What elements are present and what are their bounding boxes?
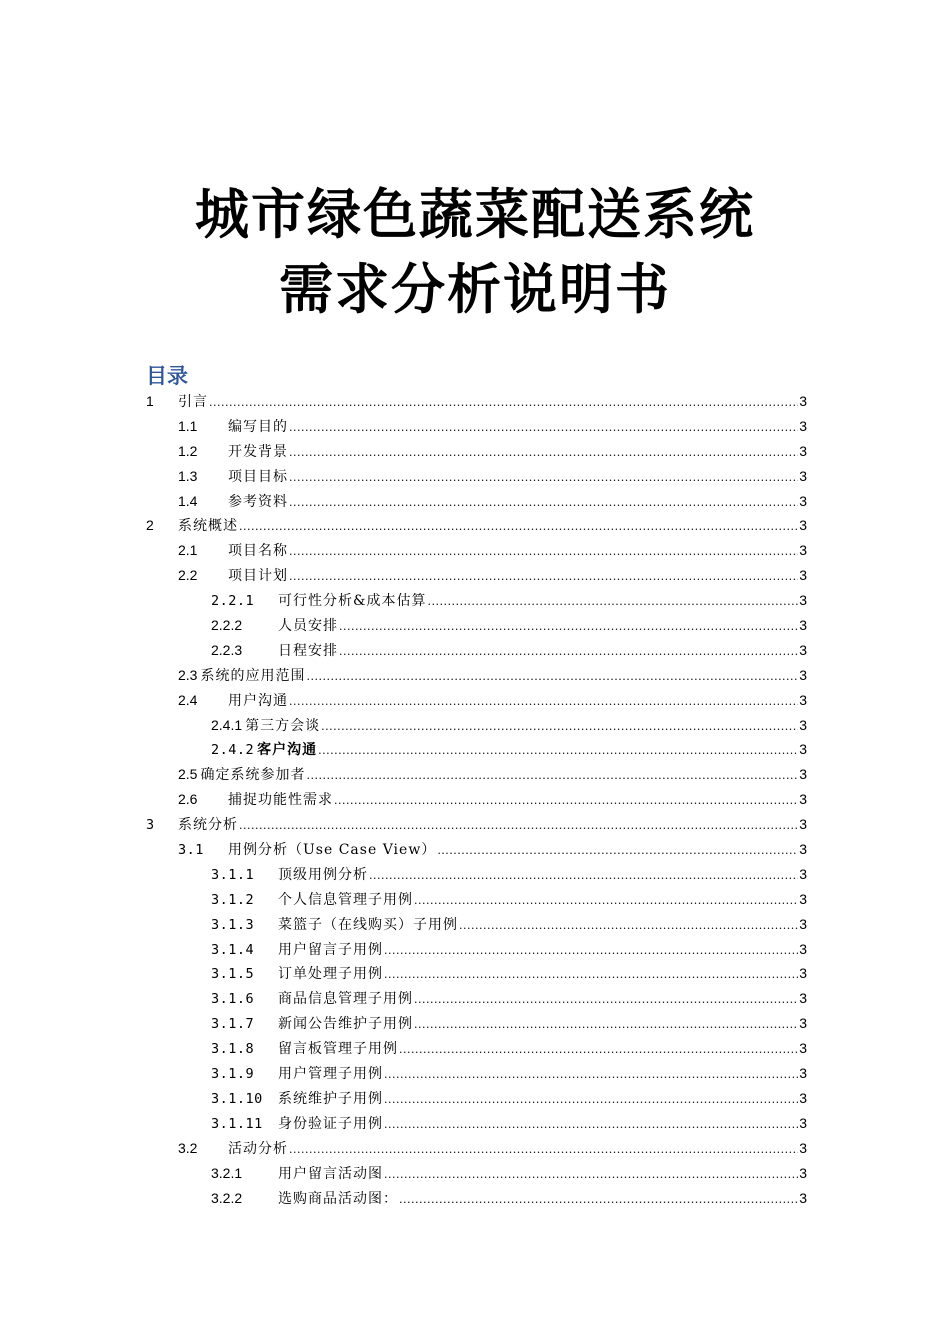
- toc-entry-page-number: 3: [799, 393, 807, 409]
- toc-dot-leader: [289, 466, 798, 491]
- toc-entry-number: 3.1: [178, 842, 204, 859]
- toc-entry[interactable]: [146, 787, 807, 812]
- toc-dot-leader: [384, 1063, 798, 1088]
- toc-entry-page-number: 3: [799, 1164, 807, 1181]
- toc-entry-page-number: 3: [799, 691, 807, 708]
- toc-entry-number: 3.1.11: [211, 1115, 263, 1132]
- toc-entry-title: 可行性分析&成本估算: [278, 593, 427, 610]
- toc-dot-leader: [369, 864, 798, 889]
- toc-entry-title: 捕捉功能性需求: [228, 792, 333, 809]
- toc-entry-number: 3.1.3: [211, 916, 255, 933]
- toc-entry-title: 商品信息管理子用例: [278, 991, 413, 1008]
- toc-entry-page-number: 3: [799, 716, 807, 733]
- toc-entry-page-number: 3: [799, 890, 807, 907]
- toc-entry-page-number: 3: [799, 442, 807, 459]
- toc-entry-page-number: 3: [799, 517, 807, 534]
- toc-entry-number: 1.1: [178, 417, 198, 434]
- toc-entry-title: 第三方会谈: [245, 717, 321, 734]
- toc-entry-title: 选购商品活动图：: [278, 1190, 398, 1207]
- toc-entry-page-number: 3: [799, 865, 807, 882]
- toc-entry[interactable]: [146, 713, 807, 738]
- toc-entry[interactable]: [146, 1036, 807, 1061]
- toc-entry[interactable]: [146, 937, 807, 962]
- toc-entry-number: 3.2: [178, 1139, 198, 1156]
- toc-entry[interactable]: [146, 1136, 807, 1161]
- toc-entry[interactable]: [146, 414, 807, 439]
- toc-entry-number: 3.1.7: [211, 1016, 255, 1033]
- toc-entry-page-number: 3: [799, 965, 807, 982]
- toc-entry-title: 用户留言活动图: [278, 1165, 383, 1182]
- toc-entry[interactable]: [146, 1011, 807, 1036]
- toc-dot-leader: [437, 839, 798, 864]
- toc-entry-title: 编写目的: [228, 418, 288, 435]
- toc-entry-title: 留言板管理子用例: [278, 1041, 398, 1058]
- toc-entry-number: 2.4.2: [211, 742, 255, 759]
- toc-dot-leader: [306, 764, 798, 789]
- toc-entry-page-number: 3: [799, 1139, 807, 1156]
- toc-entry-title: 系统的应用范围: [200, 667, 306, 684]
- toc-entry[interactable]: [146, 961, 807, 986]
- toc-entry-number: 2: [146, 517, 154, 534]
- toc-dot-leader: [321, 715, 798, 740]
- toc-dot-leader: [399, 1188, 798, 1213]
- toc-entry[interactable]: [146, 986, 807, 1011]
- toc-entry-title: 用户沟通: [228, 692, 288, 709]
- toc-dot-leader: [414, 988, 798, 1013]
- toc-entry-number: 2.5: [178, 766, 198, 783]
- toc-entry-page-number: 3: [799, 816, 807, 833]
- toc-entry[interactable]: [146, 1086, 807, 1111]
- table-of-contents: [146, 389, 807, 1210]
- toc-entry[interactable]: [146, 389, 807, 414]
- toc-dot-leader: [384, 1113, 798, 1138]
- toc-entry-title: 系统概述: [178, 518, 238, 535]
- toc-dot-leader: [399, 1038, 798, 1063]
- toc-entry[interactable]: [146, 837, 807, 862]
- toc-dot-leader: [318, 739, 798, 764]
- toc-dot-leader: [414, 1013, 798, 1038]
- toc-entry-page-number: 3: [799, 666, 807, 683]
- toc-dot-leader: [306, 665, 798, 690]
- toc-entry[interactable]: [146, 887, 807, 912]
- toc-entry-page-number: 3: [799, 467, 807, 484]
- toc-entry-number: 1.3: [178, 467, 198, 484]
- toc-entry-title: 人员安排: [278, 618, 338, 635]
- toc-entry-page-number: 3: [799, 1114, 807, 1131]
- toc-entry-title: 菜篮子（在线购买）子用例: [278, 916, 458, 933]
- toc-entry[interactable]: [146, 663, 807, 688]
- toc-entry[interactable]: [146, 737, 807, 762]
- toc-entry[interactable]: [146, 812, 807, 837]
- toc-dot-leader: [289, 416, 798, 441]
- toc-entry-page-number: 3: [799, 915, 807, 932]
- toc-entry-page-number: 3: [799, 1065, 807, 1082]
- toc-entry-number: 1.2: [178, 442, 198, 459]
- toc-dot-leader: [289, 491, 798, 516]
- toc-entry-number: 3.1.6: [211, 991, 255, 1008]
- toc-entry-title: 确定系统参加者: [200, 767, 306, 784]
- toc-entry-title: 系统维护子用例: [278, 1090, 383, 1107]
- toc-entry[interactable]: [146, 439, 807, 464]
- toc-dot-leader: [289, 1138, 798, 1163]
- toc-entry-number: 3.1.1: [211, 866, 255, 883]
- toc-entry-page-number: 3: [799, 1089, 807, 1106]
- toc-entry-number: 1.4: [178, 492, 198, 509]
- toc-entry-number: 2.2: [178, 567, 198, 584]
- toc-entry-title: 项目计划: [228, 568, 288, 585]
- toc-entry[interactable]: [146, 588, 807, 613]
- toc-entry-title: 用户留言子用例: [278, 941, 383, 958]
- toc-entry[interactable]: [146, 563, 807, 588]
- toc-entry-page-number: 3: [799, 1015, 807, 1032]
- toc-heading: 目录: [146, 364, 188, 388]
- toc-entry-title: 活动分析: [228, 1140, 288, 1157]
- toc-entry-number: 3.1.8: [211, 1041, 255, 1058]
- toc-entry[interactable]: [146, 538, 807, 563]
- toc-entry-title: 订单处理子用例: [278, 966, 383, 983]
- toc-entry[interactable]: [146, 912, 807, 937]
- toc-entry-title: 系统分析: [178, 817, 238, 834]
- toc-dot-leader: [334, 789, 798, 814]
- toc-entry-title: 身份验证子用例: [278, 1115, 383, 1132]
- toc-entry-number: 2.2.3: [211, 641, 243, 658]
- toc-dot-leader: [339, 640, 798, 665]
- toc-dot-leader: [384, 1088, 798, 1113]
- toc-entry[interactable]: [146, 513, 807, 538]
- toc-entry-title: 引言: [178, 394, 208, 410]
- toc-entry-title: 新闻公告维护子用例: [278, 1016, 413, 1033]
- document-title-line2: 需求分析说明书: [279, 258, 671, 321]
- toc-entry[interactable]: [146, 1161, 807, 1186]
- toc-dot-leader: [289, 565, 798, 590]
- toc-entry-number: 3.2.1: [211, 1164, 243, 1181]
- toc-entry-title: 日程安排: [278, 642, 338, 659]
- toc-dot-leader: [289, 441, 798, 466]
- toc-entry-page-number: 3: [799, 1189, 807, 1206]
- toc-entry-number: 2.3: [178, 666, 198, 683]
- toc-entry-number: 2.2.1: [211, 593, 255, 610]
- toc-dot-leader: [414, 889, 798, 914]
- toc-dot-leader: [209, 391, 798, 416]
- toc-entry-number: 1: [146, 393, 154, 409]
- toc-entry[interactable]: [146, 1186, 807, 1211]
- toc-entry[interactable]: [146, 489, 807, 514]
- toc-entry-number: 3.1.4: [211, 941, 255, 958]
- toc-dot-leader: [239, 515, 798, 540]
- toc-entry-title: 参考资料: [228, 493, 288, 510]
- toc-entry-number: 2.2.2: [211, 617, 243, 634]
- toc-entry-page-number: 3: [799, 592, 807, 609]
- toc-dot-leader: [384, 963, 798, 988]
- toc-entry-title: 开发背景: [228, 443, 288, 460]
- toc-dot-leader: [459, 914, 798, 939]
- toc-dot-leader: [289, 540, 798, 565]
- toc-entry-page-number: 3: [799, 766, 807, 783]
- toc-entry[interactable]: [146, 613, 807, 638]
- toc-entry[interactable]: [146, 762, 807, 787]
- toc-entry-title: 客户沟通: [257, 742, 318, 759]
- toc-entry-number: 2.4.1: [211, 716, 243, 733]
- toc-entry-number: 3.1.10: [211, 1090, 263, 1107]
- toc-entry-title: 顶级用例分析: [278, 866, 368, 883]
- toc-entry-page-number: 3: [799, 417, 807, 434]
- toc-entry-page-number: 3: [799, 567, 807, 584]
- toc-entry-number: 3.2.2: [211, 1189, 243, 1206]
- toc-entry-number: 3.1.5: [211, 966, 255, 983]
- toc-entry-page-number: 3: [799, 791, 807, 808]
- toc-entry-number: 2.1: [178, 542, 198, 559]
- toc-entry-title: 用例分析（Use Case View）: [228, 842, 437, 859]
- toc-dot-leader: [289, 690, 798, 715]
- toc-dot-leader: [339, 615, 798, 640]
- toc-dot-leader: [384, 1163, 798, 1188]
- toc-entry-number: 3.1.9: [211, 1066, 255, 1083]
- toc-dot-leader: [239, 814, 798, 839]
- toc-dot-leader: [384, 939, 798, 964]
- toc-entry-page-number: 3: [799, 841, 807, 858]
- toc-entry-number: 2.4: [178, 691, 198, 708]
- toc-entry[interactable]: [146, 862, 807, 887]
- toc-entry-title: 项目目标: [228, 468, 288, 485]
- toc-entry[interactable]: [146, 688, 807, 713]
- toc-entry-page-number: 3: [799, 741, 807, 758]
- toc-entry[interactable]: [146, 1061, 807, 1086]
- toc-entry-number: 3: [146, 817, 155, 834]
- toc-entry-page-number: 3: [799, 617, 807, 634]
- toc-entry[interactable]: [146, 638, 807, 663]
- toc-entry-page-number: 3: [799, 940, 807, 957]
- toc-entry-page-number: 3: [799, 641, 807, 658]
- toc-entry[interactable]: [146, 1111, 807, 1136]
- toc-entry-number: 2.6: [178, 791, 198, 808]
- toc-entry-page-number: 3: [799, 542, 807, 559]
- toc-entry-page-number: 3: [799, 1040, 807, 1057]
- document-title-line1: 城市绿色蔬菜配送系统: [195, 183, 755, 246]
- toc-entry-page-number: 3: [799, 990, 807, 1007]
- toc-entry-page-number: 3: [799, 492, 807, 509]
- toc-entry[interactable]: [146, 464, 807, 489]
- toc-dot-leader: [427, 590, 798, 615]
- toc-entry-title: 个人信息管理子用例: [278, 891, 413, 908]
- toc-entry-title: 项目名称: [228, 543, 288, 560]
- toc-entry-title: 用户管理子用例: [278, 1066, 383, 1083]
- toc-entry-number: 3.1.2: [211, 891, 255, 908]
